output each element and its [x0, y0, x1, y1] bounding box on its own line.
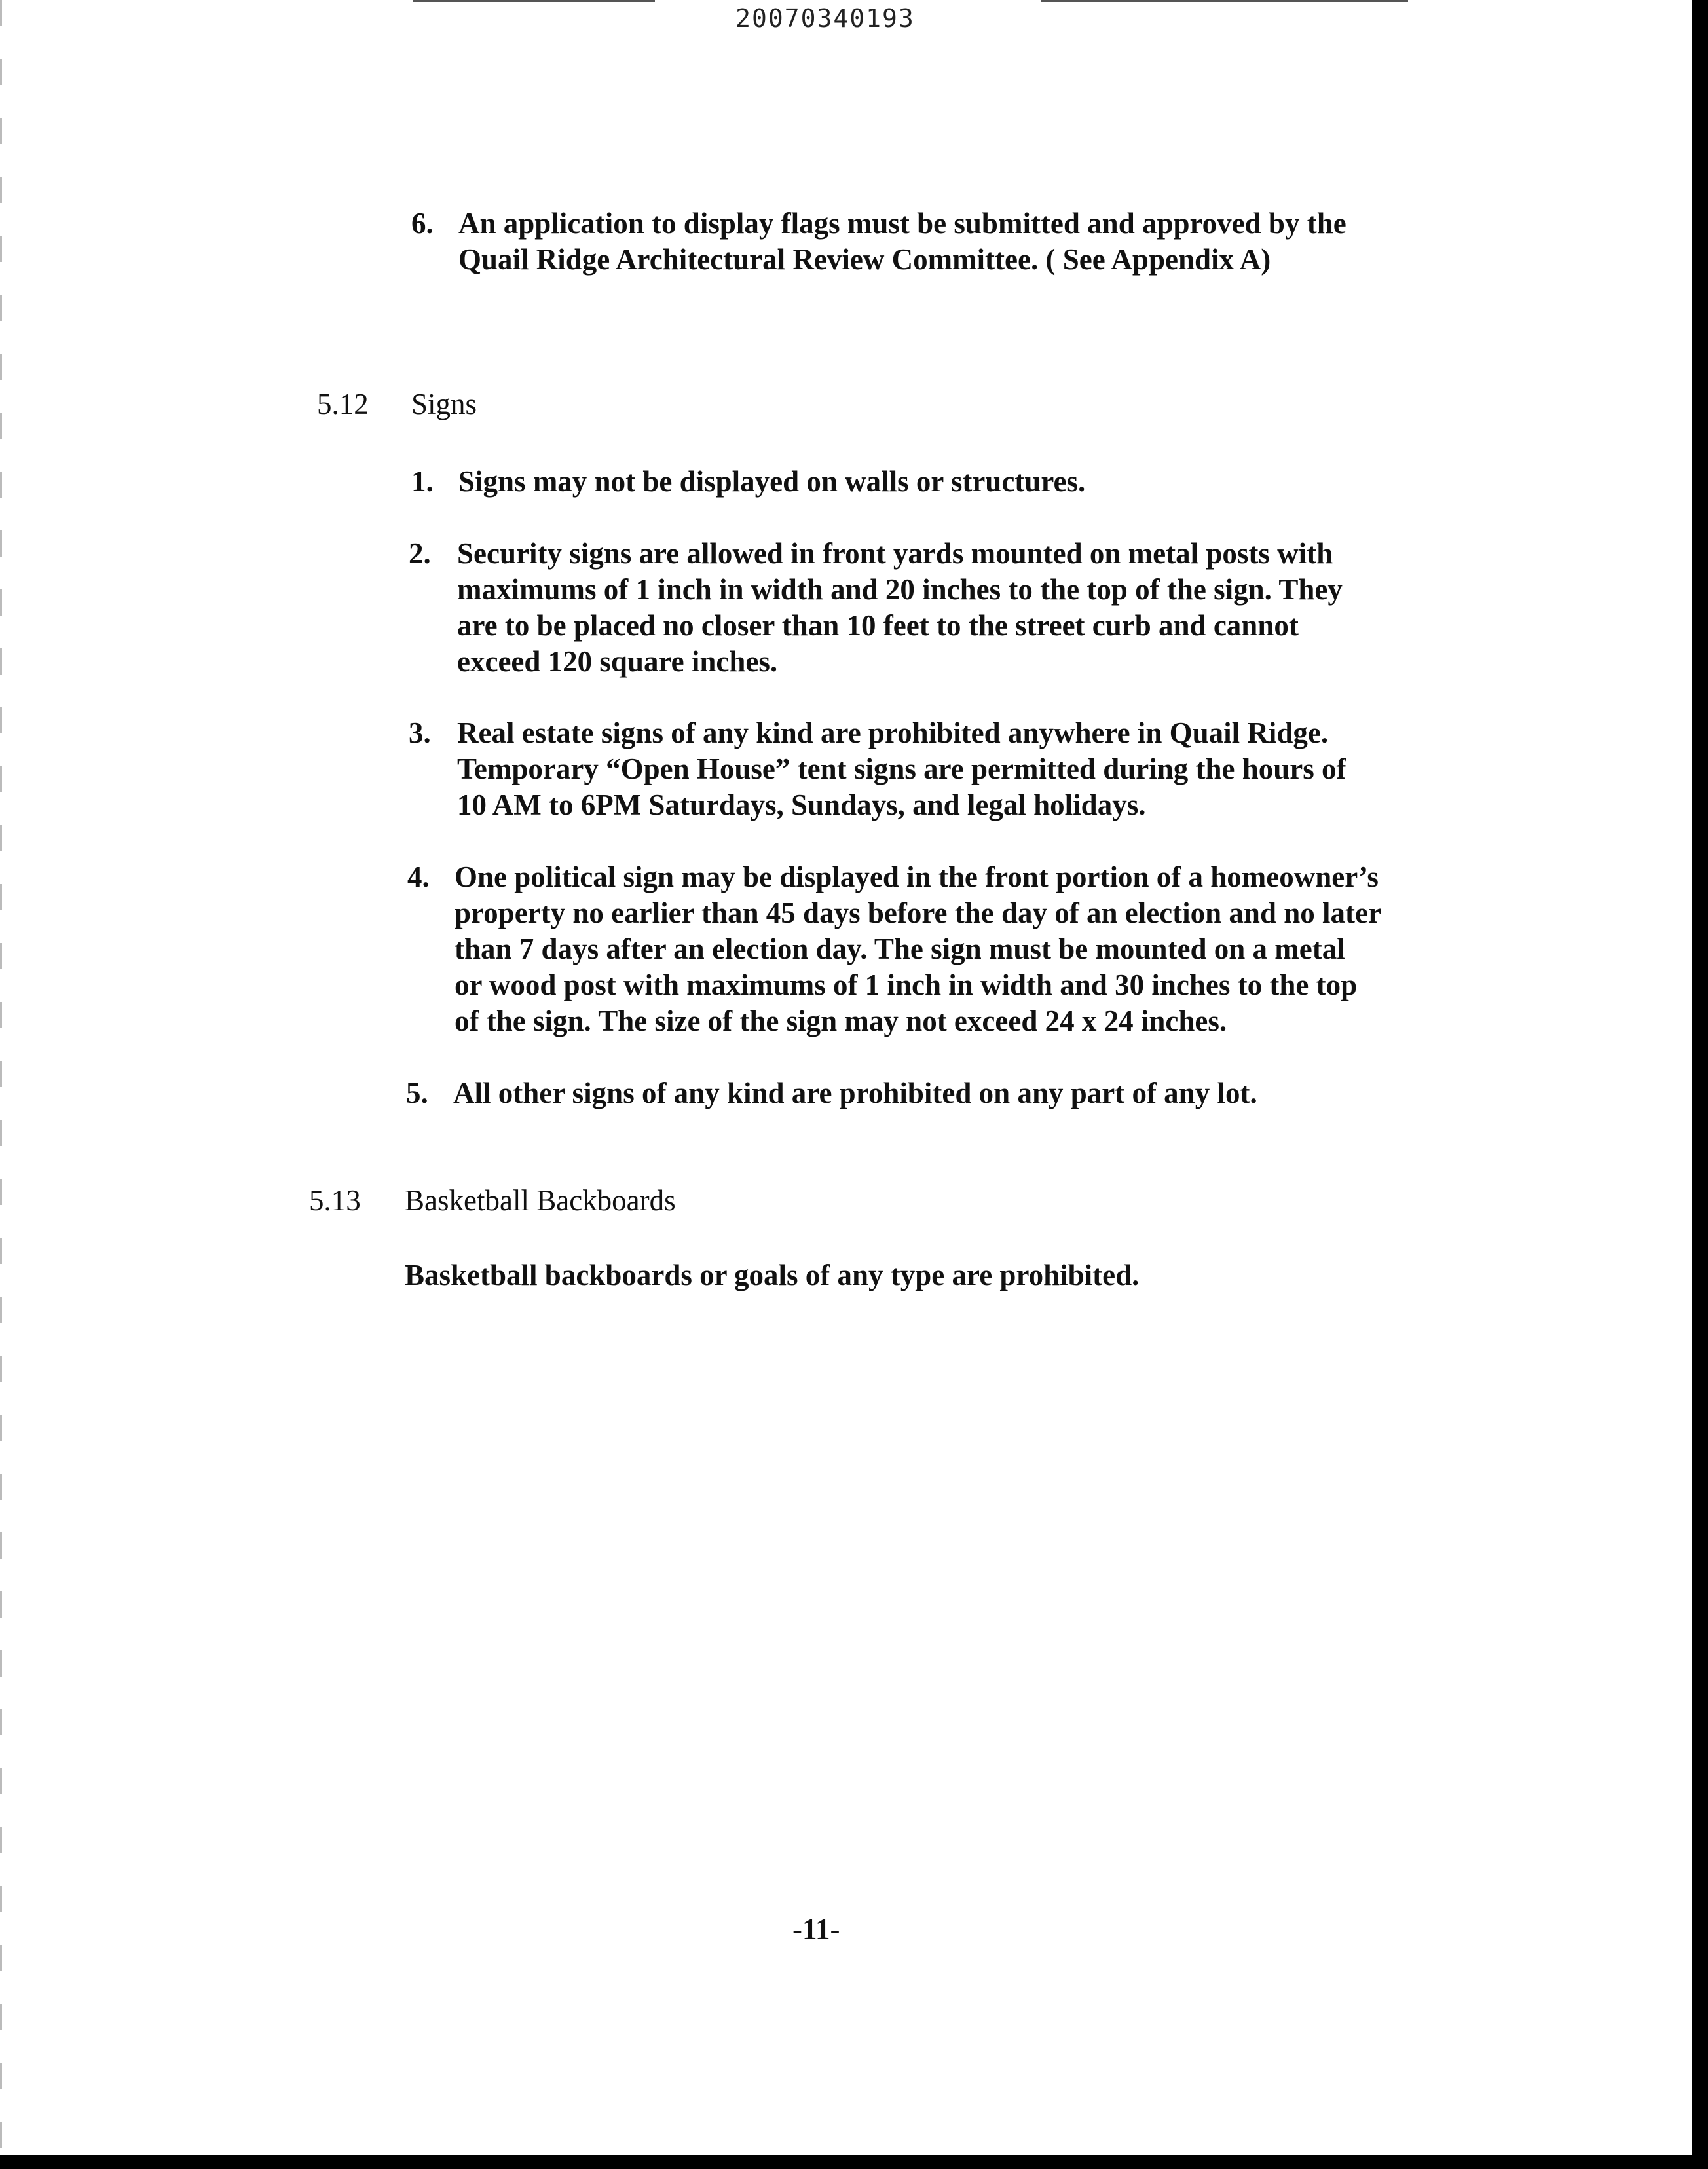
page-number: -11-: [792, 1913, 840, 1946]
signs-item-4-line-1: One political sign may be displayed in the front portion of a homeowner’s: [455, 861, 1379, 893]
signs-item-4-line-4: or wood post with maximums of 1 inch in width and 30 inches to the top: [455, 969, 1358, 1001]
scan-right-border: [1692, 0, 1708, 2169]
signs-item-3-line-2: Temporary “Open House” tent signs are permitted during the hours of: [457, 752, 1346, 785]
signs-item-2-line-1: Security signs are allowed in front yards mounted on metal posts with: [457, 537, 1333, 570]
signs-item-4-line-3: than 7 days after an election day. The sign must be mounted on a metal: [455, 933, 1345, 965]
signs-item-2-line-2: maximums of 1 inch in width and 20 inches to the top of the sign. They: [457, 573, 1343, 606]
signs-item-3-line-3: 10 AM to 6PM Saturdays, Sundays, and legal holidays.: [457, 788, 1146, 821]
signs-item-3-number: 3.: [409, 716, 431, 749]
scan-left-edge: [0, 0, 2, 2169]
signs-item-1-number: 1.: [411, 465, 434, 498]
signs-item-5-number: 5.: [406, 1077, 428, 1109]
item-6-line-1: An application to display flags must be submitted and approved by the: [458, 207, 1346, 240]
scan-top-rule-left: [413, 0, 655, 2]
item-6-line-2: Quail Ridge Architectural Review Committee. ( See Appendix A): [458, 243, 1271, 276]
signs-item-4-line-2: property no earlier than 45 days before the day of an election and no later: [455, 897, 1381, 929]
section-5-13-title: Basketball Backboards: [405, 1184, 676, 1217]
signs-item-4-line-5: of the sign. The size of the sign may not exceed 24 x 24 inches.: [455, 1005, 1227, 1037]
signs-item-2-line-3: are to be placed no closer than 10 feet to the street curb and cannot: [457, 609, 1299, 642]
signs-item-1-line-1: Signs may not be displayed on walls or structures.: [458, 465, 1086, 498]
item-6-number: 6.: [411, 207, 434, 240]
signs-item-2-number: 2.: [409, 537, 431, 570]
signs-item-4-number: 4.: [407, 861, 430, 893]
signs-item-3-line-1: Real estate signs of any kind are prohibited anywhere in Quail Ridge.: [457, 716, 1329, 749]
signs-item-2-line-4: exceed 120 square inches.: [457, 645, 778, 678]
section-5-12-number: 5.12: [317, 388, 369, 420]
section-5-13-number: 5.13: [309, 1184, 361, 1217]
section-5-12-title: Signs: [411, 388, 477, 420]
signs-item-5-line-1: All other signs of any kind are prohibited on any part of any lot.: [453, 1077, 1257, 1109]
scan-bottom-border: [0, 2155, 1708, 2169]
scan-top-rule-right: [1041, 0, 1408, 2]
document-number: 20070340193: [735, 4, 915, 33]
section-5-13-body: Basketball backboards or goals of any type are prohibited.: [405, 1259, 1140, 1291]
